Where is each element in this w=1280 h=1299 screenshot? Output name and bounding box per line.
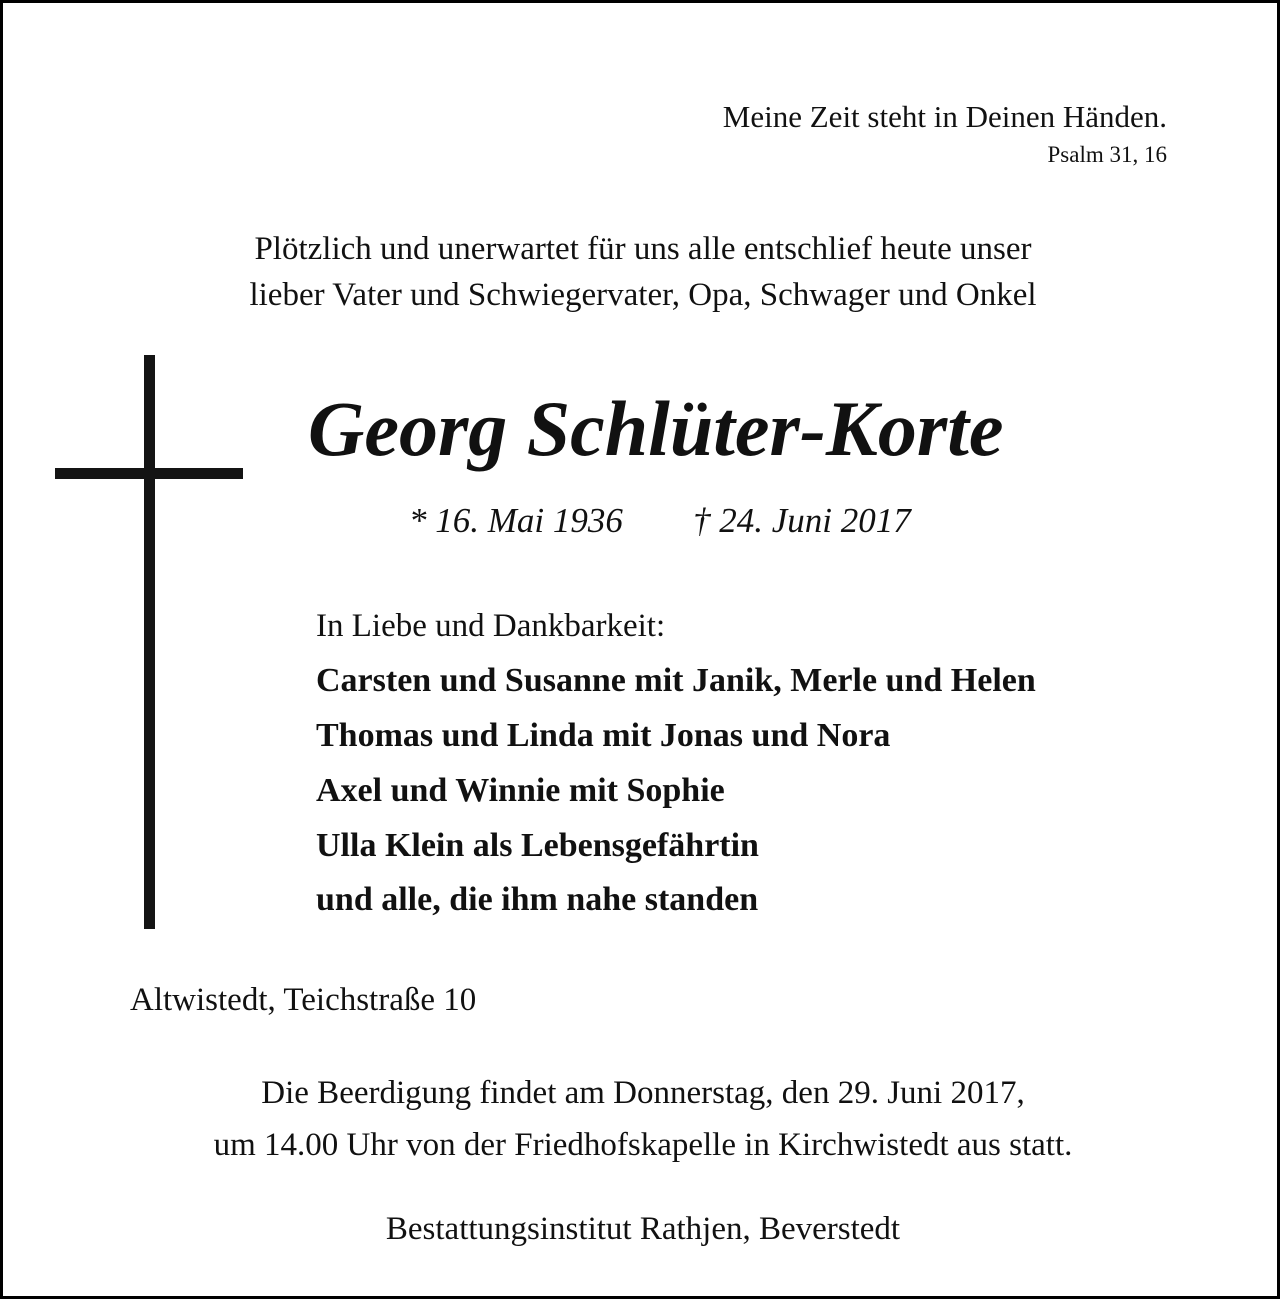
cross-vertical-bar (144, 355, 155, 929)
mourners-heading: In Liebe und Dankbarkeit: (316, 608, 666, 644)
intro-line-1: Plötzlich und unerwartet für uns alle entschlief heute unser (254, 231, 1032, 267)
motto-reference: Psalm 31, 16 (1047, 142, 1167, 167)
funeral-line-1: Die Beerdigung findet am Donnerstag, den 29. Juni 2017, (261, 1075, 1025, 1111)
death-date: † 24. Juni 2017 (693, 501, 911, 540)
family-address: Altwistedt, Teichstraße 10 (130, 982, 477, 1018)
motto-quote: Meine Zeit steht in Deinen Händen. (722, 99, 1167, 134)
intro-line-2: lieber Vater und Schwiegervater, Opa, Schwager und Onkel (249, 277, 1037, 313)
mourner-line: Ulla Klein als Lebensgefährtin (316, 827, 759, 864)
mourner-line: Axel und Winnie mit Sophie (316, 772, 725, 809)
mourner-line: und alle, die ihm nahe standen (316, 881, 759, 918)
cross-horizontal-bar (55, 468, 243, 479)
mourner-line: Thomas und Linda mit Jonas und Nora (316, 717, 891, 754)
undertaker: Bestattungsinstitut Rathjen, Beverstedt (385, 1211, 901, 1247)
cross-icon (55, 355, 243, 929)
deceased-name: Georg Schlüter-Korte (308, 385, 1004, 472)
funeral-line-2: um 14.00 Uhr von der Friedhofskapelle in Kirchwistedt aus statt. (213, 1127, 1073, 1163)
birth-date: * 16. Mai 1936 (409, 501, 623, 540)
mourner-line: Carsten und Susanne mit Janik, Merle und Helen (316, 662, 1036, 699)
